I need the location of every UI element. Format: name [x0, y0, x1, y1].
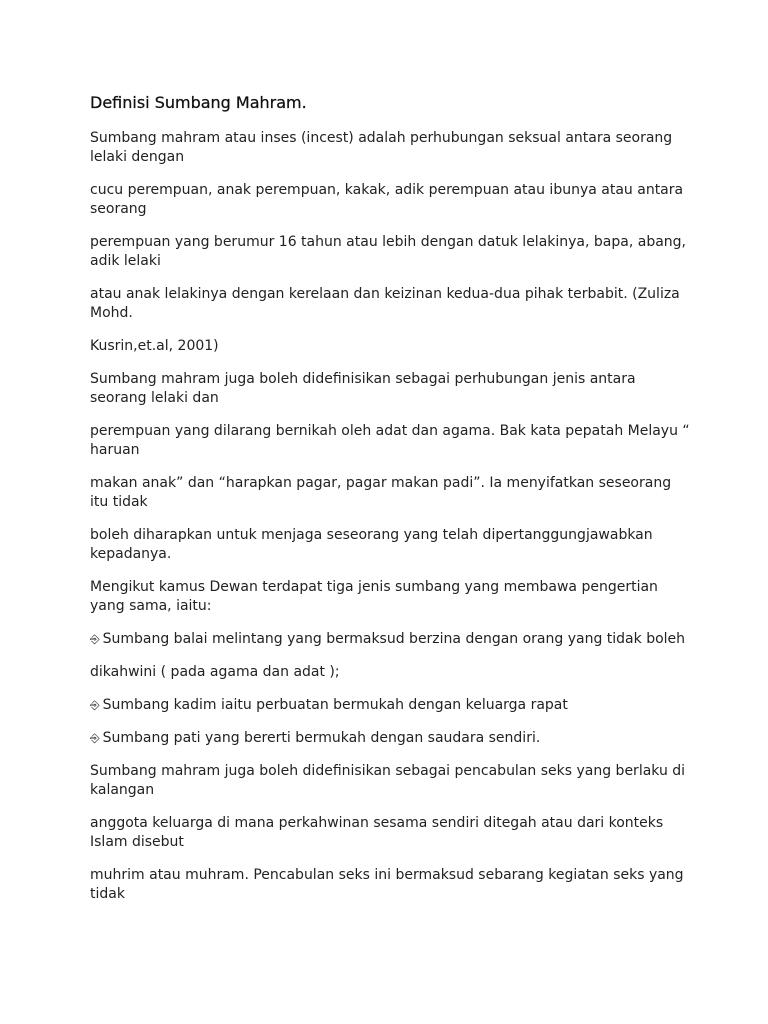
- paragraph-text: Kusrin,et.al, 2001): [90, 338, 219, 354]
- document-body: [90, 92, 690, 918]
- paragraph: [90, 762, 690, 800]
- paragraph: [90, 337, 690, 356]
- bullet-icon: ⎆: [90, 731, 100, 745]
- paragraph: [90, 866, 690, 904]
- paragraph-text: Sumbang balai melintang yang bermaksud berzina dengan orang yang tidak boleh: [102, 631, 686, 647]
- document-title: Definisi Sumbang Mahram.: [90, 93, 307, 112]
- paragraph: [90, 578, 690, 616]
- bullet-paragraph: [90, 630, 690, 649]
- bullet-paragraph: [90, 729, 690, 748]
- paragraph: [90, 233, 690, 271]
- paragraph: [90, 370, 690, 408]
- paragraph-text: Mengikut kamus Dewan terdapat tiga jenis sumbang yang membawa pengertian yang sama, iaitu:: [90, 579, 658, 614]
- paragraph: [90, 181, 690, 219]
- paragraph: [90, 285, 690, 323]
- bullet-icon: ⎆: [90, 632, 100, 646]
- bullet-paragraph: [90, 696, 690, 715]
- paragraph-text: Sumbang mahram juga boleh didefinisikan sebagai perhubungan jenis antara seorang lelaki dan: [90, 371, 636, 406]
- paragraph-text: perempuan yang berumur 16 tahun atau lebih dengan datuk lelakinya, bapa, abang, adik lelaki: [90, 234, 686, 269]
- paragraph-text: perempuan yang dilarang bernikah oleh adat dan agama. Bak kata pepatah Melayu “ haruan: [90, 423, 690, 458]
- paragraph-list: [90, 129, 690, 904]
- paragraph-text: atau anak lelakinya dengan kerelaan dan keizinan kedua-dua pihak terbabit. (Zuliza Mohd.: [90, 286, 680, 321]
- paragraph-text: makan anak” dan “harapkan pagar, pagar makan padi”. Ia menyifatkan seseorang itu tidak: [90, 475, 672, 510]
- paragraph: [90, 663, 690, 682]
- paragraph-text: Sumbang pati yang bererti bermukah dengan saudara sendiri.: [102, 730, 541, 746]
- paragraph: [90, 474, 690, 512]
- paragraph: [90, 129, 690, 167]
- paragraph-text: Sumbang kadim iaitu perbuatan bermukah dengan keluarga rapat: [102, 697, 568, 713]
- paragraph: [90, 422, 690, 460]
- paragraph-text: boleh diharapkan untuk menjaga seseorang yang telah dipertanggungjawabkan kepadanya.: [90, 527, 653, 562]
- paragraph-text: dikahwini ( pada agama dan adat );: [90, 664, 340, 680]
- paragraph: [90, 526, 690, 564]
- paragraph: [90, 814, 690, 852]
- bullet-icon: ⎆: [90, 698, 100, 712]
- paragraph-text: cucu perempuan, anak perempuan, kakak, adik perempuan atau ibunya atau antara seorang: [90, 182, 684, 217]
- paragraph-text: muhrim atau muhram. Pencabulan seks ini bermaksud sebarang kegiatan seks yang tidak: [90, 867, 684, 902]
- paragraph-text: anggota keluarga di mana perkahwinan sesama sendiri ditegah atau dari konteks Islam disebut: [90, 815, 664, 850]
- paragraph-text: Sumbang mahram juga boleh didefinisikan sebagai pencabulan seks yang berlaku di kalangan: [90, 763, 686, 798]
- paragraph-text: Sumbang mahram atau inses (incest) adalah perhubungan seksual antara seorang lelaki dengan: [90, 130, 673, 165]
